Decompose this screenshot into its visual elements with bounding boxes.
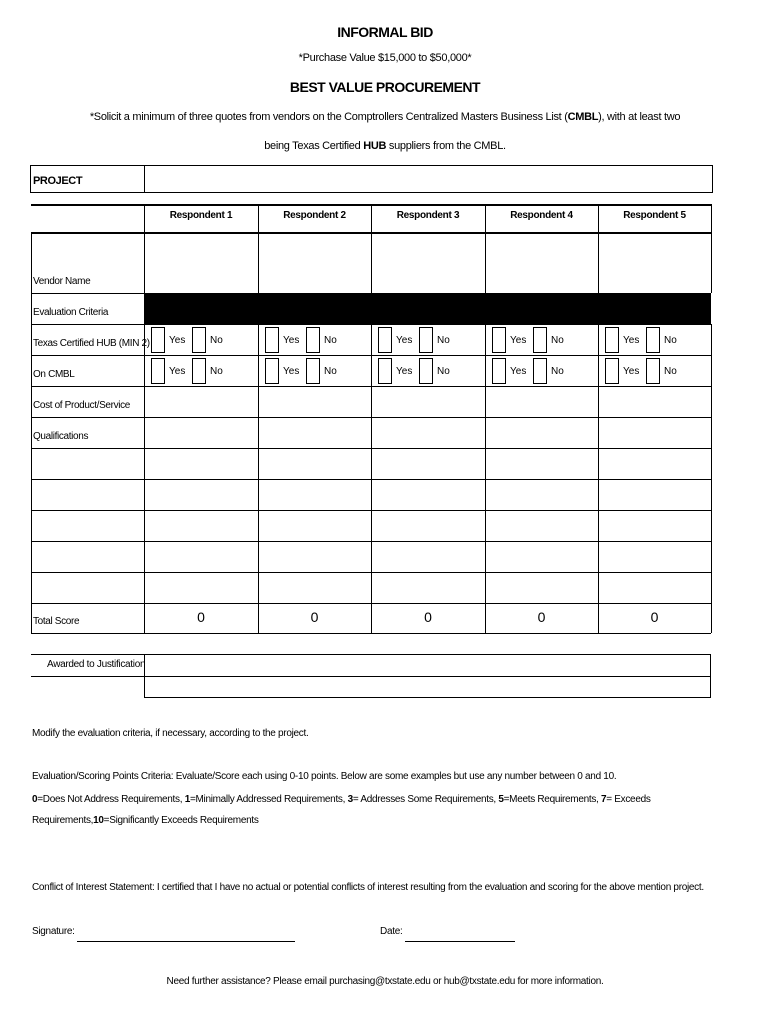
page-title: INFORMAL BID	[337, 24, 433, 40]
hub-yes-checkbox-4[interactable]	[492, 327, 506, 353]
cmbl-yes-label-5: Yes	[623, 366, 640, 377]
cmbl-no-label-3: No	[437, 366, 450, 377]
purchase-value: *Purchase Value $15,000 to $50,000*	[298, 52, 472, 64]
respondent-3-header: Respondent 3	[396, 210, 460, 221]
awarded-label: Awarded to Justification	[47, 659, 146, 670]
signature-line	[32, 921, 752, 942]
cmbl-yes-label-4: Yes	[510, 366, 527, 377]
cmbl-no-label-2: No	[324, 366, 337, 377]
total-score-5: 0	[650, 609, 659, 625]
conflict-statement: Conflict of Interest Statement: I certified that I have no actual or potential conflicts of interest resulting from the evaluation and scoring for the above mention project.	[32, 882, 704, 893]
hub-yes-checkbox-2[interactable]	[265, 327, 279, 353]
hub-yes-label-5: Yes	[623, 335, 640, 346]
hub-no-label-2: No	[324, 335, 337, 346]
hub-no-checkbox-4[interactable]	[533, 327, 547, 353]
cmbl-no-checkbox-3[interactable]	[419, 358, 433, 384]
scoring-note: Evaluation/Scoring Points Criteria: Evaluate/Score each using 0-10 points. Below are some examples but use any number between 0 and 10.	[32, 771, 617, 782]
hub-no-label-5: No	[664, 335, 677, 346]
cost-row-label: Cost of Product/Service	[33, 400, 130, 411]
instruction-line-2: being Texas Certified HUB suppliers from the CMBL.	[264, 140, 506, 152]
cmbl-no-checkbox-4[interactable]	[533, 358, 547, 384]
cmbl-no-checkbox-1[interactable]	[192, 358, 206, 384]
total-score-2: 0	[310, 609, 319, 625]
hub-yes-checkbox-5[interactable]	[605, 327, 619, 353]
modify-note: Modify the evaluation criteria, if necessary, according to the project.	[32, 728, 309, 739]
respondent-5-header: Respondent 5	[623, 210, 686, 221]
page-subtitle: BEST VALUE PROCUREMENT	[289, 79, 481, 95]
footer-help: Need further assistance? Please email purchasing@txstate.edu or hub@txstate.edu for more information.	[166, 976, 604, 987]
evaluation-criteria-row-label: Evaluation Criteria	[33, 307, 109, 318]
project-input[interactable]	[144, 166, 145, 192]
total-score-3: 0	[424, 609, 432, 625]
cmbl-row-label: On CMBL	[33, 369, 75, 380]
cmbl-no-label-5: No	[664, 366, 677, 377]
total-score-row-label: Total Score	[33, 616, 80, 627]
cmbl-yes-checkbox-4[interactable]	[492, 358, 506, 384]
signature-field[interactable]	[77, 941, 295, 942]
cmbl-no-checkbox-2[interactable]	[306, 358, 320, 384]
hub-yes-label-2: Yes	[283, 335, 300, 346]
hub-no-label-4: No	[551, 335, 564, 346]
project-row	[30, 165, 713, 193]
hub-yes-label-3: Yes	[396, 335, 413, 346]
respondent-2-header: Respondent 2	[283, 210, 346, 221]
scoring-scale: 0=Does Not Address Requirements, 1=Minimally Addressed Requirements, 3= Addresses Some Requirements, 5=Meets Requirements, 7= Exceeds Requirements,10=Significantly Exceeds Requirements	[32, 794, 651, 826]
awarded-row	[31, 654, 711, 698]
hub-yes-label-4: Yes	[510, 335, 527, 346]
cmbl-yes-label-1: Yes	[169, 366, 186, 377]
total-score-1: 0	[197, 609, 205, 625]
hub-no-label-1: No	[210, 335, 223, 346]
instruction-line-1: *Solicit a minimum of three quotes from vendors on the Comptrollers Centralized Masters Business List (CMBL), with at least two	[89, 111, 681, 123]
criteria-black-bar	[144, 293, 711, 324]
cmbl-no-checkbox-5[interactable]	[646, 358, 660, 384]
qualifications-row-label: Qualifications	[33, 431, 89, 442]
vendor-name-row-label: Vendor Name	[33, 276, 91, 287]
hub-no-checkbox-1[interactable]	[192, 327, 206, 353]
total-score-4: 0	[537, 609, 546, 625]
cmbl-yes-label-3: Yes	[396, 366, 413, 377]
hub-no-label-3: No	[437, 335, 450, 346]
respondent-4-header: Respondent 4	[510, 210, 573, 221]
project-label: PROJECT	[33, 175, 83, 187]
hub-row-label: Texas Certified HUB (MIN 2)	[33, 338, 150, 349]
cmbl-yes-checkbox-2[interactable]	[265, 358, 279, 384]
cmbl-no-label-1: No	[210, 366, 223, 377]
cmbl-yes-checkbox-5[interactable]	[605, 358, 619, 384]
cmbl-no-label-4: No	[551, 366, 564, 377]
cmbl-yes-checkbox-3[interactable]	[378, 358, 392, 384]
respondent-1-header: Respondent 1	[169, 210, 233, 221]
hub-no-checkbox-3[interactable]	[419, 327, 433, 353]
hub-yes-checkbox-3[interactable]	[378, 327, 392, 353]
date-label: Date:	[380, 926, 403, 937]
cmbl-yes-checkbox-1[interactable]	[151, 358, 165, 384]
date-field[interactable]	[405, 941, 515, 942]
cmbl-yes-label-2: Yes	[283, 366, 300, 377]
signature-label: Signature:	[32, 926, 75, 937]
hub-yes-checkbox-1[interactable]	[151, 327, 165, 353]
hub-no-checkbox-5[interactable]	[646, 327, 660, 353]
hub-yes-label-1: Yes	[169, 335, 186, 346]
hub-no-checkbox-2[interactable]	[306, 327, 320, 353]
